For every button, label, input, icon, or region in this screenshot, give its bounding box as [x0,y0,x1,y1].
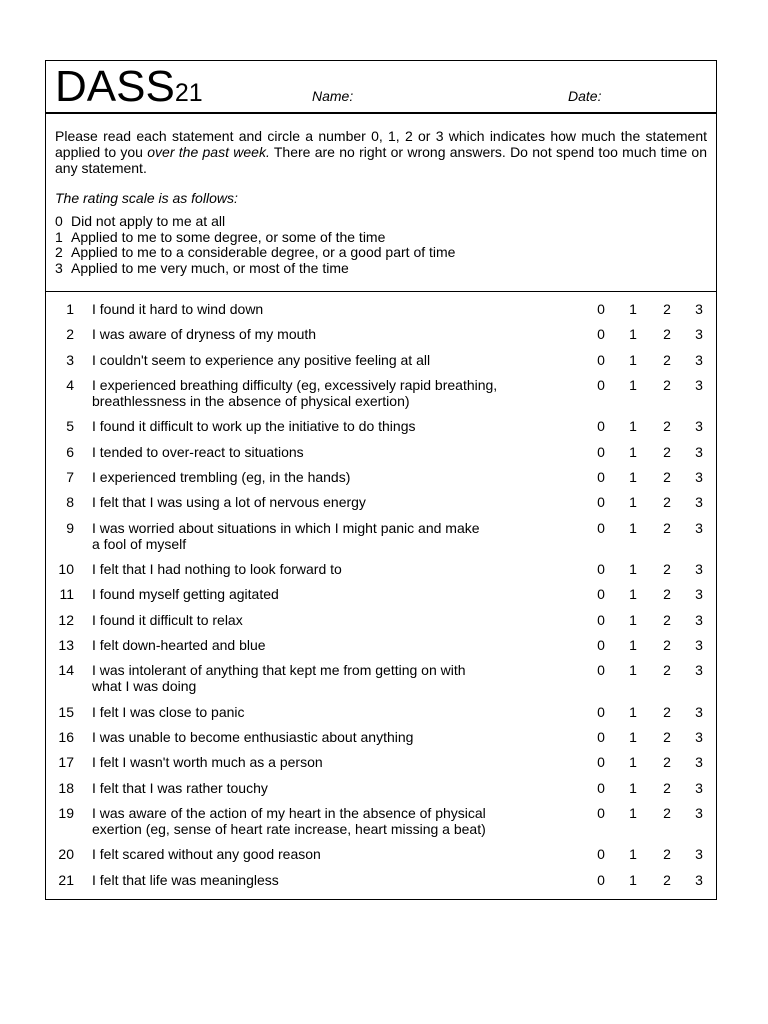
answer-option-0[interactable]: 0 [597,779,605,796]
question-row [46,704,716,729]
answer-option-0[interactable]: 0 [597,561,605,578]
answer-option-2[interactable]: 2 [663,326,671,343]
answer-option-2[interactable]: 2 [663,418,671,435]
rating-scale-item [55,230,707,246]
answer-option-3[interactable]: 3 [695,871,703,888]
question-row [46,872,716,897]
question-text [92,729,522,745]
answer-option-0[interactable]: 0 [597,301,605,317]
question-row [46,805,716,847]
answer-option-0[interactable]: 0 [597,443,605,460]
answer-option-1[interactable]: 1 [629,519,637,536]
answer-option-1[interactable]: 1 [629,662,637,679]
answer-option-3[interactable]: 3 [695,418,703,435]
question-text-line: I felt that I had nothing to look forward to [92,561,342,578]
question-number: 14 [58,662,74,679]
question-text [92,846,522,862]
answer-option-3[interactable]: 3 [695,846,703,863]
rating-scale-list [55,214,707,276]
answer-option-1[interactable]: 1 [629,754,637,771]
question-text-line: I felt that I was rather touchy [92,779,268,796]
question-text [92,612,522,628]
answer-option-2[interactable]: 2 [663,703,671,720]
question-text-line: I was intolerant of anything that kept me from getting on with [92,662,466,679]
answer-option-1[interactable]: 1 [629,779,637,796]
answer-option-3[interactable]: 3 [695,804,703,821]
rating-scale-item [55,214,707,230]
instructions-text [55,128,707,176]
question-row [46,494,716,519]
answer-options [586,326,714,342]
instructions-emphasis: over the past week. [147,144,270,160]
question-number: 16 [58,729,74,746]
answer-option-0[interactable]: 0 [597,754,605,771]
answer-option-3[interactable]: 3 [695,729,703,746]
answer-option-1[interactable]: 1 [629,443,637,460]
answer-option-1[interactable]: 1 [629,561,637,578]
date-field-label[interactable]: Date: [568,88,602,104]
rating-scale-description: Applied to me to some degree, or some of the time [71,228,386,245]
answer-option-3[interactable]: 3 [695,636,703,653]
answer-option-0[interactable]: 0 [597,586,605,603]
answer-option-3[interactable]: 3 [695,519,703,536]
question-number: 17 [58,754,74,771]
rating-scale-title: The rating scale is as follows: [55,190,238,206]
answer-options [586,846,714,862]
question-row [46,586,716,611]
answer-option-3[interactable]: 3 [695,611,703,628]
answer-option-2[interactable]: 2 [663,351,671,368]
answer-option-1[interactable]: 1 [629,586,637,603]
answer-option-0[interactable]: 0 [597,494,605,511]
answer-option-0[interactable]: 0 [597,662,605,679]
instructions-section [46,114,716,292]
name-field-label[interactable]: Name: [312,88,354,104]
question-text [92,377,522,409]
answer-option-0[interactable]: 0 [597,871,605,888]
answer-option-1[interactable]: 1 [629,636,637,653]
question-text [92,637,522,653]
question-row [46,754,716,779]
answer-option-1[interactable]: 1 [629,351,637,368]
question-number: 13 [58,636,74,653]
answer-options [586,418,714,434]
question-text-line: I tended to over-react to situations [92,443,304,460]
answer-options [586,637,714,653]
question-text [92,561,522,577]
question-number: 1 [66,301,74,317]
answer-options [586,444,714,460]
answer-option-2[interactable]: 2 [663,561,671,578]
answer-option-3[interactable]: 3 [695,662,703,679]
answer-option-2[interactable]: 2 [663,636,671,653]
answer-options [586,520,714,536]
question-text-line: I felt scared without any good reason [92,846,321,863]
question-number: 6 [66,443,74,460]
answer-options [586,586,714,602]
answer-option-0[interactable]: 0 [597,468,605,485]
question-row [46,637,716,662]
answer-option-3[interactable]: 3 [695,301,703,317]
question-number: 5 [66,418,74,435]
question-number: 15 [58,703,74,720]
question-number: 12 [58,611,74,628]
question-number: 11 [59,586,74,603]
answer-options [586,469,714,485]
answer-option-2[interactable]: 2 [663,468,671,485]
answer-option-3[interactable]: 3 [695,376,703,393]
question-text-line: I was unable to become enthusiastic about anything [92,729,414,746]
question-row [46,444,716,469]
question-row [46,377,716,419]
question-text-line: I found it difficult to relax [92,611,243,628]
question-number: 20 [58,846,74,863]
form-header [46,61,716,114]
question-number: 3 [66,351,74,368]
answer-options [586,729,714,745]
question-text [92,520,522,552]
answer-option-1[interactable]: 1 [629,871,637,888]
answer-option-1[interactable]: 1 [629,804,637,821]
rating-scale-value: 2 [55,244,63,260]
rating-scale-value: 1 [55,228,63,245]
answer-option-2[interactable]: 2 [663,443,671,460]
question-text [92,662,522,694]
question-text-line: I experienced trembling (eg, in the hands) [92,468,351,485]
answer-option-2[interactable]: 2 [663,611,671,628]
question-row [46,780,716,805]
question-text [92,326,522,342]
rating-scale-description: Applied to me very much, or most of the time [71,259,349,276]
answer-option-0[interactable]: 0 [597,846,605,863]
question-text [92,872,522,888]
question-text [92,586,522,602]
question-text-line: I found it hard to wind down [92,301,264,317]
answer-options [586,662,714,678]
answer-option-1[interactable]: 1 [629,494,637,511]
answer-option-3[interactable]: 3 [695,561,703,578]
question-list [46,301,716,897]
answer-option-2[interactable]: 2 [663,871,671,888]
question-row [46,469,716,494]
answer-option-3[interactable]: 3 [695,754,703,771]
answer-option-0[interactable]: 0 [597,611,605,628]
question-text [92,301,522,317]
answer-option-1[interactable]: 1 [629,729,637,746]
question-row [46,846,716,871]
answer-option-3[interactable]: 3 [695,326,703,343]
question-row [46,520,716,562]
question-text [92,780,522,796]
question-row [46,729,716,754]
answer-option-1[interactable]: 1 [629,418,637,435]
answer-option-0[interactable]: 0 [597,418,605,435]
instructions-part-a: Please read each statement and circle a number 0, 1, 2 or 3 which indicates how much the statement applied to you [55,128,707,160]
question-text-line: I felt I wasn't worth much as a person [92,754,323,771]
answer-option-3[interactable]: 3 [695,703,703,720]
answer-options [586,561,714,577]
answer-option-0[interactable]: 0 [597,729,605,746]
answer-option-1[interactable]: 1 [629,703,637,720]
answer-option-3[interactable]: 3 [695,779,703,796]
answer-options [586,872,714,888]
answer-option-3[interactable]: 3 [695,351,703,368]
answer-options [586,377,714,393]
answer-option-2[interactable]: 2 [663,301,671,317]
question-text-line: I was worried about situations in which I might panic and make [92,519,480,536]
question-text [92,805,522,837]
answer-option-0[interactable]: 0 [597,703,605,720]
question-row [46,561,716,586]
question-text-line: I experienced breathing difficulty (eg, excessively rapid breathing, [92,376,498,393]
question-text [92,494,522,510]
question-number: 2 [66,326,74,343]
rating-scale-item [55,245,707,261]
question-number: 19 [58,804,74,821]
question-number: 10 [58,561,74,578]
rating-scale-description: Did not apply to me at all [71,213,226,229]
answer-option-2[interactable]: 2 [663,729,671,746]
question-row [46,326,716,351]
question-text-line: I felt down-hearted and blue [92,636,266,653]
answer-option-1[interactable]: 1 [629,326,637,343]
question-number: 8 [66,494,74,511]
question-text [92,418,522,434]
answer-option-1[interactable]: 1 [629,376,637,393]
rating-scale-value: 0 [55,213,63,229]
instructions-part-b: There are no right or wrong answers. Do not spend too much time on any statement. [55,144,707,176]
answer-option-3[interactable]: 3 [695,443,703,460]
answer-option-0[interactable]: 0 [597,351,605,368]
question-text-line: a fool of myself [92,535,187,552]
question-text-line: I found it difficult to work up the initiative to do things [92,418,416,435]
rating-scale-value: 3 [55,259,63,276]
question-number: 7 [66,468,74,485]
answer-options [586,301,714,317]
answer-option-0[interactable]: 0 [597,519,605,536]
answer-option-1[interactable]: 1 [629,846,637,863]
answer-option-2[interactable]: 2 [663,754,671,771]
question-text-line: breathlessness in the absence of physical exertion) [92,392,410,409]
answer-option-2[interactable]: 2 [663,586,671,603]
answer-options [586,805,714,821]
question-text [92,352,522,368]
question-text-line: I couldn't seem to experience any positive feeling at all [92,351,431,368]
question-text-line: I was aware of dryness of my mouth [92,326,317,343]
question-row [46,418,716,443]
answer-option-2[interactable]: 2 [663,519,671,536]
question-text-line: I felt that life was meaningless [92,871,279,888]
answer-option-0[interactable]: 0 [597,804,605,821]
answer-option-2[interactable]: 2 [663,779,671,796]
question-text-line: exertion (eg, sense of heart rate increase, heart missing a beat) [92,820,486,837]
question-text [92,444,522,460]
answer-options [586,780,714,796]
form-title-number: 21 [174,79,203,107]
question-number: 9 [66,519,74,536]
dass21-form [45,60,717,900]
question-number: 18 [58,779,74,796]
rating-scale-item [55,261,707,277]
answer-options [586,352,714,368]
answer-option-1[interactable]: 1 [629,468,637,485]
answer-option-2[interactable]: 2 [663,494,671,511]
question-text [92,704,522,720]
answer-option-2[interactable]: 2 [663,662,671,679]
answer-option-3[interactable]: 3 [695,494,703,511]
answer-option-0[interactable]: 0 [597,376,605,393]
answer-option-3[interactable]: 3 [695,586,703,603]
answer-options [586,754,714,770]
answer-option-3[interactable]: 3 [695,468,703,485]
answer-option-0[interactable]: 0 [597,636,605,653]
question-text-line: I felt that I was using a lot of nervous energy [92,494,366,511]
form-title-main: DASS [55,62,175,111]
question-row [46,352,716,377]
answer-options [586,612,714,628]
question-text [92,469,522,485]
answer-option-1[interactable]: 1 [629,611,637,628]
question-number: 4 [66,376,74,393]
answer-option-2[interactable]: 2 [663,804,671,821]
question-row [46,662,716,704]
question-text-line: what I was doing [92,678,197,695]
form-title [55,63,203,111]
question-row [46,612,716,637]
answer-option-0[interactable]: 0 [597,326,605,343]
answer-option-1[interactable]: 1 [629,301,637,317]
answer-options [586,704,714,720]
question-text-line: I was aware of the action of my heart in the absence of physical [92,804,486,821]
answer-option-2[interactable]: 2 [663,846,671,863]
question-text-line: I found myself getting agitated [92,586,279,603]
rating-scale-description: Applied to me to a considerable degree, or a good part of time [71,244,456,260]
question-text [92,754,522,770]
answer-option-2[interactable]: 2 [663,376,671,393]
answer-options [586,494,714,510]
question-text-line: I felt I was close to panic [92,703,245,720]
question-number: 21 [58,871,74,888]
question-row [46,301,716,326]
